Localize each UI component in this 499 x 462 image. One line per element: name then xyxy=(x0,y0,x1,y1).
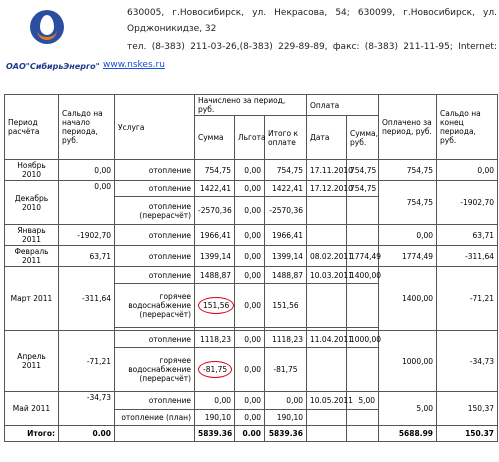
paid-cell: 754,75 xyxy=(379,181,437,225)
col-payment-group: Оплата xyxy=(307,95,379,116)
phone-token: 211-11-95; xyxy=(403,42,453,52)
end-cell: 63,71 xyxy=(437,225,498,246)
sum-cell: -2570,36 xyxy=(195,197,235,225)
addr-token: ул. xyxy=(252,8,267,18)
period-cell: Март 2011 xyxy=(5,267,59,331)
totals-start: 0.00 xyxy=(59,426,115,442)
col-total-pay: Итого к оплате xyxy=(265,116,307,160)
period-cell: Декабрь 2010 xyxy=(5,181,59,225)
table-row xyxy=(5,225,498,246)
paid-cell: 1000,00 xyxy=(379,331,437,392)
col-start-balance: Сальдо на начало периода, руб. xyxy=(59,95,115,160)
col-paid-period: Оплачено за период, руб. xyxy=(379,95,437,160)
total-cell: 1422,41 xyxy=(265,181,307,197)
totals-end: 150.37 xyxy=(437,426,498,442)
totals-sum: 5839.36 xyxy=(195,426,235,442)
table-row xyxy=(5,267,498,284)
paid-cell: 0,00 xyxy=(379,225,437,246)
phone-token: 229-89-89, xyxy=(278,42,328,52)
sum-cell xyxy=(195,284,235,328)
start-cell: 63,71 xyxy=(59,246,115,267)
service-cell: отопление xyxy=(115,392,195,410)
paysum-cell: 1400,00 xyxy=(347,267,379,284)
total-cell: 1488,87 xyxy=(265,267,307,284)
date-cell: 08.02.2011 xyxy=(307,246,347,267)
addr-token: Некрасова, xyxy=(274,8,328,18)
totals-paid: 5688.99 xyxy=(379,426,437,442)
phone-token: (8-383) xyxy=(151,42,185,52)
end-cell: -71,21 xyxy=(437,267,498,331)
total-cell: 754,75 xyxy=(265,160,307,181)
sum-cell: 1422,41 xyxy=(195,181,235,197)
date-cell xyxy=(307,284,347,328)
paysum-cell: 754,75 xyxy=(347,181,379,197)
sum-cell: 1399,14 xyxy=(195,246,235,267)
address-line-1 xyxy=(127,8,497,18)
period-cell: Май 2011 xyxy=(5,392,59,426)
addr-token: г.Новосибирск, xyxy=(403,8,475,18)
paysum-cell xyxy=(347,348,379,392)
addr-token: г.Новосибирск, xyxy=(172,8,245,18)
service-cell: отопление (план) xyxy=(115,410,195,426)
benefit-cell: 0,00 xyxy=(235,160,265,181)
sum-cell: 754,75 xyxy=(195,160,235,181)
date-cell: 11.04.2011 xyxy=(307,331,347,348)
service-cell: отопление xyxy=(115,246,195,267)
start-cell: 0,00 xyxy=(59,160,115,181)
paysum-cell xyxy=(347,225,379,246)
end-cell: -311,64 xyxy=(437,246,498,267)
company-name: ОАО"СибирьЭнерго" xyxy=(6,62,100,71)
col-service: Услуга xyxy=(115,95,195,160)
total-cell: -81,75 xyxy=(265,348,307,392)
end-cell: -1902,70 xyxy=(437,181,498,225)
period-cell: Апрель 2011 xyxy=(5,331,59,392)
paysum-cell xyxy=(347,197,379,225)
total-cell: 190,10 xyxy=(265,410,307,426)
period-cell: Январь 2011 xyxy=(5,225,59,246)
date-cell: 17.12.2010 xyxy=(307,181,347,197)
date-cell: 10.05.2011 xyxy=(307,392,347,410)
service-cell: отопление xyxy=(115,160,195,181)
paysum-cell xyxy=(347,410,379,426)
totals-label: Итого: xyxy=(5,426,59,442)
paysum-cell xyxy=(347,284,379,328)
table-row xyxy=(5,160,498,181)
total-cell: 1118,23 xyxy=(265,331,307,348)
col-benefit: Льгота xyxy=(235,116,265,160)
phone-token: Internet: xyxy=(458,42,497,52)
date-cell xyxy=(307,197,347,225)
benefit-cell: 0,00 xyxy=(235,181,265,197)
addr-token: 54; xyxy=(335,8,350,18)
sum-cell: 1966,41 xyxy=(195,225,235,246)
date-cell xyxy=(307,348,347,392)
col-accrued-group: Начислено за период, руб. xyxy=(195,95,307,116)
benefit-cell: 0,00 xyxy=(235,392,265,410)
period-cell: Февраль 2011 xyxy=(5,246,59,267)
date-cell xyxy=(307,225,347,246)
service-cell: горячее водоснабжение (перерасчёт) xyxy=(115,348,195,392)
date-cell xyxy=(307,410,347,426)
start-cell: -34,73 xyxy=(59,392,115,426)
table-row xyxy=(5,392,498,410)
totals-date xyxy=(307,426,347,442)
sum-cell: 0,00 xyxy=(195,392,235,410)
benefit-cell: 0,00 xyxy=(235,225,265,246)
phone-token: 211-03-26,(8-383) xyxy=(190,42,273,52)
service-cell: отопление (перерасчёт) xyxy=(115,197,195,225)
date-cell: 17.11.2010 xyxy=(307,160,347,181)
start-cell: -311,64 xyxy=(59,267,115,331)
service-cell: отопление xyxy=(115,225,195,246)
benefit-cell: 0,00 xyxy=(235,267,265,284)
start-cell: 0,00 xyxy=(59,181,115,225)
col-pay-sum: Сумма, руб. xyxy=(347,116,379,160)
sum-cell xyxy=(195,348,235,392)
service-cell: отопление xyxy=(115,181,195,197)
paysum-cell: 1774,49 xyxy=(347,246,379,267)
total-cell: 1399,14 xyxy=(265,246,307,267)
highlight-circle: -81,75 xyxy=(198,361,232,378)
benefit-cell: 0,00 xyxy=(235,348,265,392)
paysum-cell: 754,75 xyxy=(347,160,379,181)
sum-cell: 1118,23 xyxy=(195,331,235,348)
benefit-cell: 0,00 xyxy=(235,331,265,348)
paid-cell: 1400,00 xyxy=(379,267,437,331)
addr-token: 630099, xyxy=(357,8,396,18)
highlight-circle: 151,56 xyxy=(198,297,234,314)
addr-token: 630005, xyxy=(127,8,165,18)
sum-cell: 190,10 xyxy=(195,410,235,426)
phone-line xyxy=(127,42,497,52)
date-cell: 10.03.2011 xyxy=(307,267,347,284)
totals-service xyxy=(115,426,195,442)
addr-token: ул. xyxy=(483,8,497,18)
paysum-cell: 1000,00 xyxy=(347,331,379,348)
end-cell: 0,00 xyxy=(437,160,498,181)
phone-token: (8-383) xyxy=(364,42,398,52)
benefit-cell: 0,00 xyxy=(235,197,265,225)
address-line-2: Орджоникидзе, 32 xyxy=(127,24,217,34)
service-cell: горячее водоснабжение (перерасчёт) xyxy=(115,284,195,328)
col-pay-date: Дата xyxy=(307,116,347,160)
col-accrued-sum: Сумма xyxy=(195,116,235,160)
period-cell: Ноябрь 2010 xyxy=(5,160,59,181)
totals-paysum xyxy=(347,426,379,442)
totals-benefit: 0.00 xyxy=(235,426,265,442)
paid-cell: 5,00 xyxy=(379,392,437,426)
table-row xyxy=(5,331,498,348)
total-cell: 1966,41 xyxy=(265,225,307,246)
phone-token: факс: xyxy=(332,42,360,52)
service-cell: отопление xyxy=(115,331,195,348)
col-end-balance: Сальдо на конец периода, руб. xyxy=(437,95,498,160)
total-cell: -2570,36 xyxy=(265,197,307,225)
total-cell: 151,56 xyxy=(265,284,307,328)
table-row xyxy=(5,246,498,267)
totals-row xyxy=(5,426,498,442)
benefit-cell: 0,00 xyxy=(235,246,265,267)
phone-token: тел. xyxy=(127,42,147,52)
total-cell: 0,00 xyxy=(265,392,307,410)
paid-cell: 1774,49 xyxy=(379,246,437,267)
end-cell: 150,37 xyxy=(437,392,498,426)
letterhead xyxy=(0,0,499,90)
totals-total: 5839.36 xyxy=(265,426,307,442)
start-cell: -1902,70 xyxy=(59,225,115,246)
end-cell: -34,73 xyxy=(437,331,498,392)
benefit-cell: 0,00 xyxy=(235,284,265,328)
sum-cell: 1488,87 xyxy=(195,267,235,284)
service-cell: отопление xyxy=(115,267,195,284)
paysum-cell: 5,00 xyxy=(347,392,379,410)
benefit-cell: 0,00 xyxy=(235,410,265,426)
statement-table xyxy=(4,94,498,442)
start-cell: -71,21 xyxy=(59,331,115,392)
col-period: Период расчёта xyxy=(5,95,59,160)
paid-cell: 754,75 xyxy=(379,160,437,181)
website-link[interactable]: www.nskes.ru xyxy=(103,60,165,70)
table-row xyxy=(5,181,498,197)
